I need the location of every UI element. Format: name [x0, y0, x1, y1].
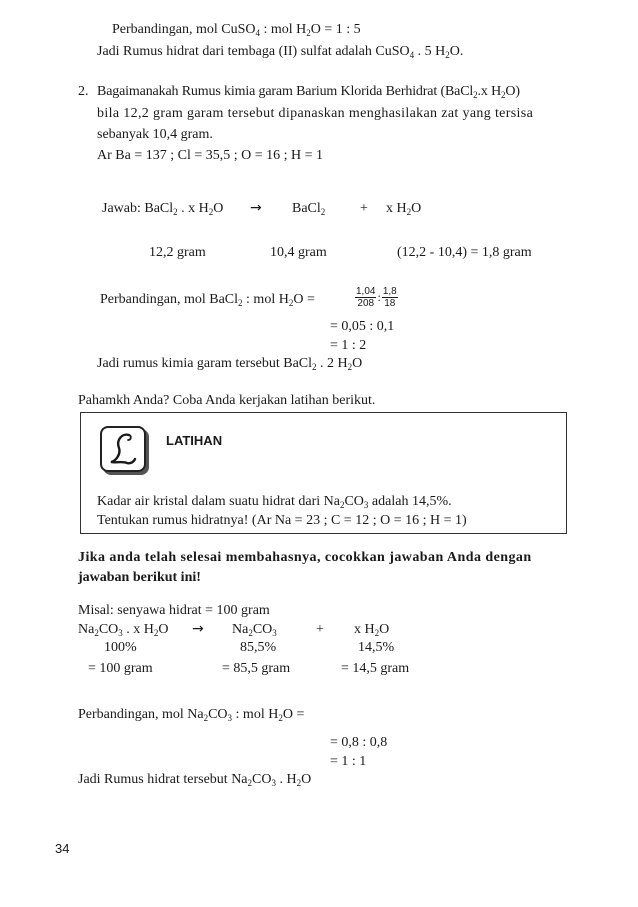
question-2-text-cont: bila 12,2 gram garam tersebut dipanaskan menghasilakan zat yang tersisa: [97, 106, 534, 121]
mass-na2co3: = 85,5 gram: [222, 661, 291, 676]
plus-sign-2: +: [316, 622, 324, 637]
plus-sign: +: [360, 201, 368, 216]
percent-water: 14,5%: [358, 640, 395, 655]
ratio-fractions: $\frac{1,04}{208}$ : $\frac{1,8}{18}$: [356, 286, 397, 309]
answer-intro-line2: jawaban berikut ini!: [78, 570, 201, 585]
ratio-bacl2-line: Perbandingan, mol BaCl$_2$ : mol $H_2O$ =: [100, 292, 315, 308]
question-2-text-end: sebanyak 10,4 gram.: [97, 127, 213, 142]
percent-hydrate: 100%: [104, 640, 137, 655]
reaction-arrow-icon-2: →: [192, 621, 204, 637]
mass-bacl2: 10,4 gram: [270, 245, 327, 260]
product-water: x $H_2O$: [386, 201, 422, 217]
exercise-question-line1: Kadar air kristal dalam suatu hidrat dari $Na_2CO_3$ adalah 14,5%.: [97, 494, 452, 510]
latihan-logo-icon: [100, 426, 146, 472]
ratio-decimal: = 0,05 : 0,1: [330, 319, 395, 334]
ratio-decimal-2: = 0,8 : 0,8: [330, 735, 388, 750]
mass-reactant: 12,2 gram: [149, 245, 206, 260]
percent-na2co3: 85,5%: [240, 640, 277, 655]
question-2-text: Bagaimanakah Rumus kimia garam Barium Klorida Berhidrat (BaCl$_2$.x $H_2O$): [97, 84, 520, 100]
mass-water: (12,2 - 10,4) = 1,8 gram: [397, 245, 532, 260]
cuso4-formula-conclusion: Jadi Rumus hidrat dari tembaga (II) sulfat adalah CuSO$_4$ . 5 $H_2O$.: [97, 44, 464, 60]
product-na2co3: $Na_2CO_3$: [232, 622, 277, 638]
reaction-arrow-icon: →: [250, 200, 262, 216]
product-bacl2: BaCl$_2$: [292, 201, 326, 217]
ratio-simplified: = 1 : 2: [330, 338, 367, 353]
reaction-equation-bacl2: Jawab: BaCl$_2$ . x $H_2O$: [102, 201, 224, 217]
instruction-text: Pahamkh Anda? Coba Anda kerjakan latihan berikut.: [78, 393, 376, 408]
question-number: 2.: [78, 84, 89, 99]
script-l-icon: [102, 428, 144, 470]
fraction-water: $\frac{1,8}{18}$: [382, 286, 397, 309]
page-number: 34: [55, 841, 70, 856]
reaction-na2co3-reactant: $Na_2CO_3$ . x $H_2O$: [78, 622, 169, 638]
exercise-question-line2: Tentukan rumus hidratnya! (Ar Na = 23 ; C = 12 ; O = 16 ; H = 1): [97, 513, 467, 528]
na2co3-formula-conclusion: Jadi Rumus hidrat tersebut $Na_2CO_3$ . $H_2O$: [78, 772, 312, 788]
mass-water-2: = 14,5 gram: [341, 661, 410, 676]
ratio-simplified-2: = 1 : 1: [330, 754, 367, 769]
ratio-na2co3-line: Perbandingan, mol $Na_2CO_3$ : mol $H_2O$ =: [78, 707, 305, 723]
atomic-masses: Ar Ba = 137 ; Cl = 35,5 ; O = 16 ; H = 1: [97, 148, 324, 163]
product-water-2: x $H_2O$: [354, 622, 390, 638]
assumption-line: Misal: senyawa hidrat = 100 gram: [78, 603, 270, 618]
exercise-title: LATIHAN: [166, 433, 223, 448]
ratio-cuso4-line: Perbandingan, mol CuSO$_4$ : mol $H_2O = 1$ : 5: [112, 22, 361, 38]
mass-hydrate: = 100 gram: [88, 661, 153, 676]
fraction-bacl2: $\frac{1,04}{208}$: [356, 286, 376, 309]
bacl2-formula-conclusion: Jadi rumus kimia garam tersebut BaCl$_2$ . 2 $H_2O$: [97, 356, 363, 372]
answer-intro-line1: Jika anda telah selesai membahasnya, cocokkan jawaban Anda dengan: [78, 550, 532, 565]
